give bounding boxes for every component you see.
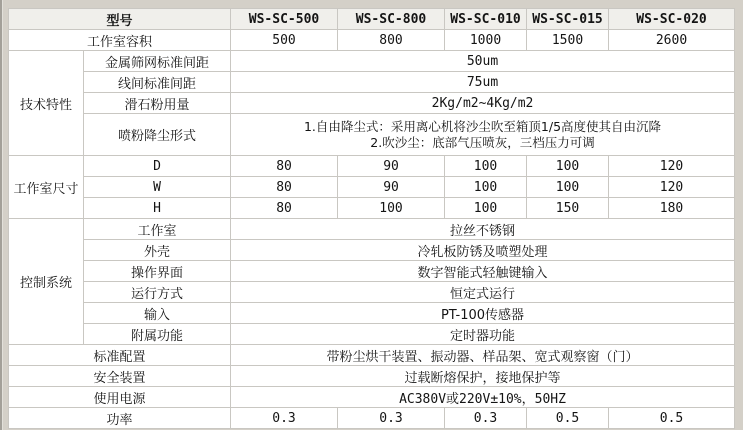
- dust-mode-line-2: 2.吹沙尘：底部气压喷灰，三档压力可调: [370, 134, 595, 150]
- spec-label: 输入: [84, 303, 231, 324]
- size-value-cell: 90: [338, 177, 445, 198]
- power-value-cell: 0.3: [445, 408, 527, 429]
- table-row-model-header: [9, 9, 735, 30]
- spec-label: H: [84, 198, 231, 219]
- table-row-talc-dosage: [9, 93, 735, 114]
- size-section-label: 工作室尺寸: [9, 156, 84, 219]
- dust-mode-line-1: 1.自由降尘式：采用离心机将沙尘吹至箱顶1/5高度使其自由沉降: [303, 118, 662, 134]
- model-name-cell: WS-SC-500: [231, 9, 338, 30]
- spec-label: 安全装置: [9, 366, 231, 387]
- size-value-cell: 100: [445, 177, 527, 198]
- spec-value: PT-100传感器: [231, 303, 735, 324]
- size-value-cell: 100: [527, 156, 609, 177]
- spec-label: 操作界面: [84, 261, 231, 282]
- spec-label: D: [84, 156, 231, 177]
- spec-value: AC380V或220V±10%，50HZ: [231, 387, 735, 408]
- table-row-mesh-spacing: [9, 51, 735, 72]
- size-value-cell: 120: [609, 156, 735, 177]
- model-name-cell: WS-SC-010: [445, 9, 527, 30]
- spec-label: 外壳: [84, 240, 231, 261]
- spec-label: 标准配置: [9, 345, 231, 366]
- spec-value: 过载断熔保护，接地保护等: [231, 366, 735, 387]
- size-value-cell: 80: [231, 198, 338, 219]
- spec-label: 工作室: [84, 219, 231, 240]
- volume-value-cell: 1000: [445, 30, 527, 51]
- spec-value: 恒定式运行: [231, 282, 735, 303]
- spec-label: W: [84, 177, 231, 198]
- size-value-cell: 120: [609, 177, 735, 198]
- table-row-safety-device: [9, 366, 735, 387]
- spec-label: 滑石粉用量: [84, 93, 231, 114]
- spec-label: 金属筛网标准间距: [84, 51, 231, 72]
- spec-value: 50um: [231, 51, 735, 72]
- spec-value: 定时器功能: [231, 324, 735, 345]
- size-value-cell: 180: [609, 198, 735, 219]
- spec-label: 使用电源: [9, 387, 231, 408]
- model-name-cell: WS-SC-015: [527, 9, 609, 30]
- size-value-cell: 90: [338, 156, 445, 177]
- size-value-cell: 100: [338, 198, 445, 219]
- table-row-run-mode: [9, 282, 735, 303]
- spec-label: 运行方式: [84, 282, 231, 303]
- table-row-wire-spacing: [9, 72, 735, 93]
- table-row-dust-mode: [9, 114, 735, 156]
- model-header-label: 型号: [9, 9, 231, 30]
- spec-value: 数字智能式轻触键输入: [231, 261, 735, 282]
- spec-label: 喷粉降尘形式: [84, 114, 231, 156]
- spec-value: 75um: [231, 72, 735, 93]
- spec-value: 带粉尘烘干装置、振动器、样品架、宽式观察窗（门）: [231, 345, 735, 366]
- table-row-chamber: [9, 219, 735, 240]
- volume-value-cell: 500: [231, 30, 338, 51]
- size-value-cell: 150: [527, 198, 609, 219]
- spec-table: [8, 8, 735, 429]
- size-value-cell: 100: [445, 198, 527, 219]
- volume-label: 工作室容积: [9, 30, 231, 51]
- table-row-size-d: [9, 156, 735, 177]
- window-left-edge: [0, 0, 3, 430]
- tech-section-label: 技术特性: [9, 51, 84, 156]
- power-value-cell: 0.5: [609, 408, 735, 429]
- size-value-cell: 80: [231, 177, 338, 198]
- spec-label: 线间标准间距: [84, 72, 231, 93]
- power-value-cell: 0.3: [231, 408, 338, 429]
- table-row-power: [9, 408, 735, 429]
- volume-value-cell: 2600: [609, 30, 735, 51]
- size-value-cell: 100: [445, 156, 527, 177]
- table-row-input-sensor: [9, 303, 735, 324]
- model-name-cell: WS-SC-020: [609, 9, 735, 30]
- volume-value-cell: 800: [338, 30, 445, 51]
- spec-value: 拉丝不锈钢: [231, 219, 735, 240]
- table-row-interface: [9, 261, 735, 282]
- size-value-cell: 100: [527, 177, 609, 198]
- power-value-cell: 0.5: [527, 408, 609, 429]
- table-row-standard-config: [9, 345, 735, 366]
- table-row-aux-function: [9, 324, 735, 345]
- table-row-size-w: [9, 177, 735, 198]
- spec-label: 附属功能: [84, 324, 231, 345]
- table-row-shell: [9, 240, 735, 261]
- model-name-cell: WS-SC-800: [338, 9, 445, 30]
- table-row-volume: [9, 30, 735, 51]
- spec-value-dust-mode: [231, 114, 735, 156]
- spec-value: 冷轧板防锈及喷塑处理: [231, 240, 735, 261]
- table-row-size-h: [9, 198, 735, 219]
- control-section-label: 控制系统: [9, 219, 84, 345]
- power-value-cell: 0.3: [338, 408, 445, 429]
- table-row-power-supply: [9, 387, 735, 408]
- power-label: 功率: [9, 408, 231, 429]
- size-value-cell: 80: [231, 156, 338, 177]
- spec-value: 2Kg/m2~4Kg/m2: [231, 93, 735, 114]
- volume-value-cell: 1500: [527, 30, 609, 51]
